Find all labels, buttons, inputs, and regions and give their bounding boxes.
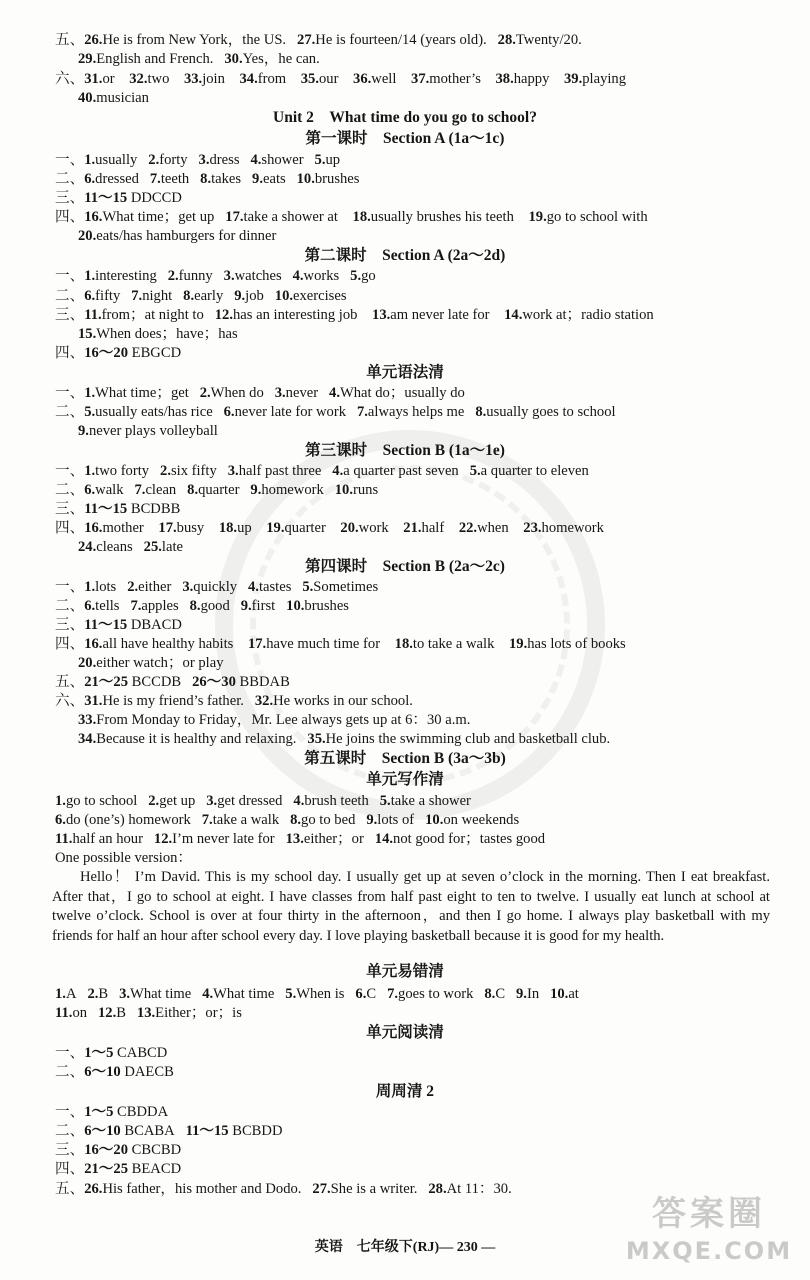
answer-line: 五、26.His father，his mother and Dodo. 27.She is a writer. 28.At 11：30.: [55, 1181, 512, 1197]
answer-line: 1.A 2.B 3.What time 4.What time 5.When is 6.C 7.goes to work 8.C 9.In 10.at: [55, 986, 579, 1002]
answer-line: 四、16.all have healthy habits 17.have much time for 18.to take a walk 19.has lots of books: [55, 636, 626, 652]
answer-line: 二、6.tells 7.apples 8.good 9.first 10.brushes: [55, 598, 349, 614]
answer-line: 三、11～15 DDCCD: [55, 190, 182, 206]
answer-line: 二、6.fifty 7.night 8.early 9.job 10.exercises: [55, 288, 347, 304]
answer-line: 6.do (one’s) homework 7.take a walk 8.go to bed 9.lots of 10.on weekends: [55, 812, 520, 828]
answer-line: 一、1～5 CBDDA: [55, 1104, 169, 1120]
answer-line: 三、11～15 BCDBB: [55, 501, 181, 517]
section-title: 单元语法清: [366, 364, 444, 381]
answer-line: 六、31.He is my friend’s father. 32.He works in our school.: [55, 693, 413, 709]
answer-line: One possible version：: [55, 850, 193, 866]
page-footer: 英语 七年级下(RJ)— 230 —: [314, 1240, 496, 1255]
section-title: 单元写作清: [366, 771, 444, 788]
answer-line: 34.Because it is healthy and relaxing. 35.He joins the swimming club and basketball club.: [78, 731, 611, 747]
answer-line: 20.either watch；or play: [78, 655, 224, 671]
section-title: 单元易错清: [366, 963, 444, 980]
section-title: 第一课时 Section A (1a～1c): [305, 130, 505, 147]
site-watermark-logo: [614, 1192, 804, 1276]
answer-line: 15.When does；have；has: [78, 326, 238, 342]
answer-line: 四、16～20 EBGCD: [55, 345, 182, 361]
answer-line: 二、6.walk 7.clean 8.quarter 9.homework 10.runs: [55, 482, 379, 498]
answer-line: 一、1.interesting 2.funny 3.watches 4.works 5.go: [55, 268, 376, 284]
answer-line: 24.cleans 25.late: [78, 539, 183, 555]
section-title: 第五课时 Section B (3a～3b): [304, 750, 506, 767]
section-title: 单元阅读清: [366, 1024, 444, 1041]
answer-line: 一、1.usually 2.forty 3.dress 4.shower 5.up: [55, 152, 341, 168]
answer-line: 一、1～5 CABCD: [55, 1045, 168, 1061]
answer-line: 三、11.from；at night to 12.has an interesting job 13.am never late for 14.work at；radio station: [55, 307, 654, 323]
section-title: 第三课时 Section B (1a～1e): [305, 442, 505, 459]
answer-line: 五、26.He is from New York，the US. 27.He is fourteen/14 (years old). 28.Twenty/20.: [55, 32, 582, 48]
answer-line: 六、31.or 32.two 33.join 34.from 35.our 36.well 37.mother’s 38.happy 39.playing: [55, 71, 627, 87]
answer-line: 29.English and French. 30.Yes，he can.: [78, 51, 320, 67]
answer-line: 四、21～25 BEACD: [55, 1161, 182, 1177]
answer-line: 20.eats/has hamburgers for dinner: [78, 228, 277, 244]
answer-line: 33.From Monday to Friday，Mr. Lee always gets up at 6：30 a.m.: [78, 712, 471, 728]
answer-line: 三、16～20 CBCBD: [55, 1142, 182, 1158]
answer-line: 11.half an hour 12.I’m never late for 13.either；or 14.not good for；tastes good: [55, 831, 546, 847]
answer-line: 二、6～10 BCABA 11～15 BCBDD: [55, 1123, 283, 1139]
section-title: 第二课时 Section A (2a～2d): [304, 247, 506, 264]
answer-line: 9.never plays volleyball: [78, 423, 218, 439]
sample-essay: Hello！ I’m David. This is my school day. I usually get up at seven o’clock in the morning. Then I eat breakfast. After that，I go to school at eight. I have classes from half past eight to ten to twelve. I usually eat lunch at school at twelve o’clock. School is over at four thirty in the afternoon，and then I go home. I always play basketball with my friends for half an hour after school every day. I love playing basketball because it is good for my health.: [52, 869, 770, 944]
answer-line: 一、1.two forty 2.six fifty 3.half past three 4.a quarter past seven 5.a quarter to eleven: [55, 463, 589, 479]
answer-line: 一、1.What time；get 2.When do 3.never 4.What do；usually do: [55, 385, 465, 401]
answer-line: 40.musician: [78, 90, 149, 106]
answer-line: 二、6.dressed 7.teeth 8.takes 9.eats 10.brushes: [55, 171, 360, 187]
unit-title: Unit 2 What time do you go to school?: [273, 109, 537, 126]
answer-line: 三、11～15 DBACD: [55, 617, 182, 633]
answer-line: 五、21～25 BCCDB 26～30 BBDAB: [55, 674, 290, 690]
section-title: 第四课时 Section B (2a～2c): [305, 558, 505, 575]
answer-line: 四、16.What time；get up 17.take a shower at 18.usually brushes his teeth 19.go to school with: [55, 209, 648, 225]
answer-line: 一、1.lots 2.either 3.quickly 4.tastes 5.Sometimes: [55, 579, 379, 595]
answer-line: 二、5.usually eats/has rice 6.never late for work 7.always helps me 8.usually goes to school: [55, 404, 616, 420]
answer-line: 四、16.mother 17.busy 18.up 19.quarter 20.work 21.half 22.when 23.homework: [55, 520, 604, 536]
answer-line: 二、6～10 DAECB: [55, 1064, 174, 1080]
watermark-url: MXQE.COM: [625, 1237, 793, 1265]
answer-line: 11.on 12.B 13.Either；or；is: [55, 1005, 242, 1021]
answer-line: 1.go to school 2.get up 3.get dressed 4.brush teeth 5.take a shower: [55, 793, 471, 809]
watermark-text: 答案圈: [652, 1194, 766, 1234]
section-title: 周周清 2: [375, 1083, 435, 1100]
